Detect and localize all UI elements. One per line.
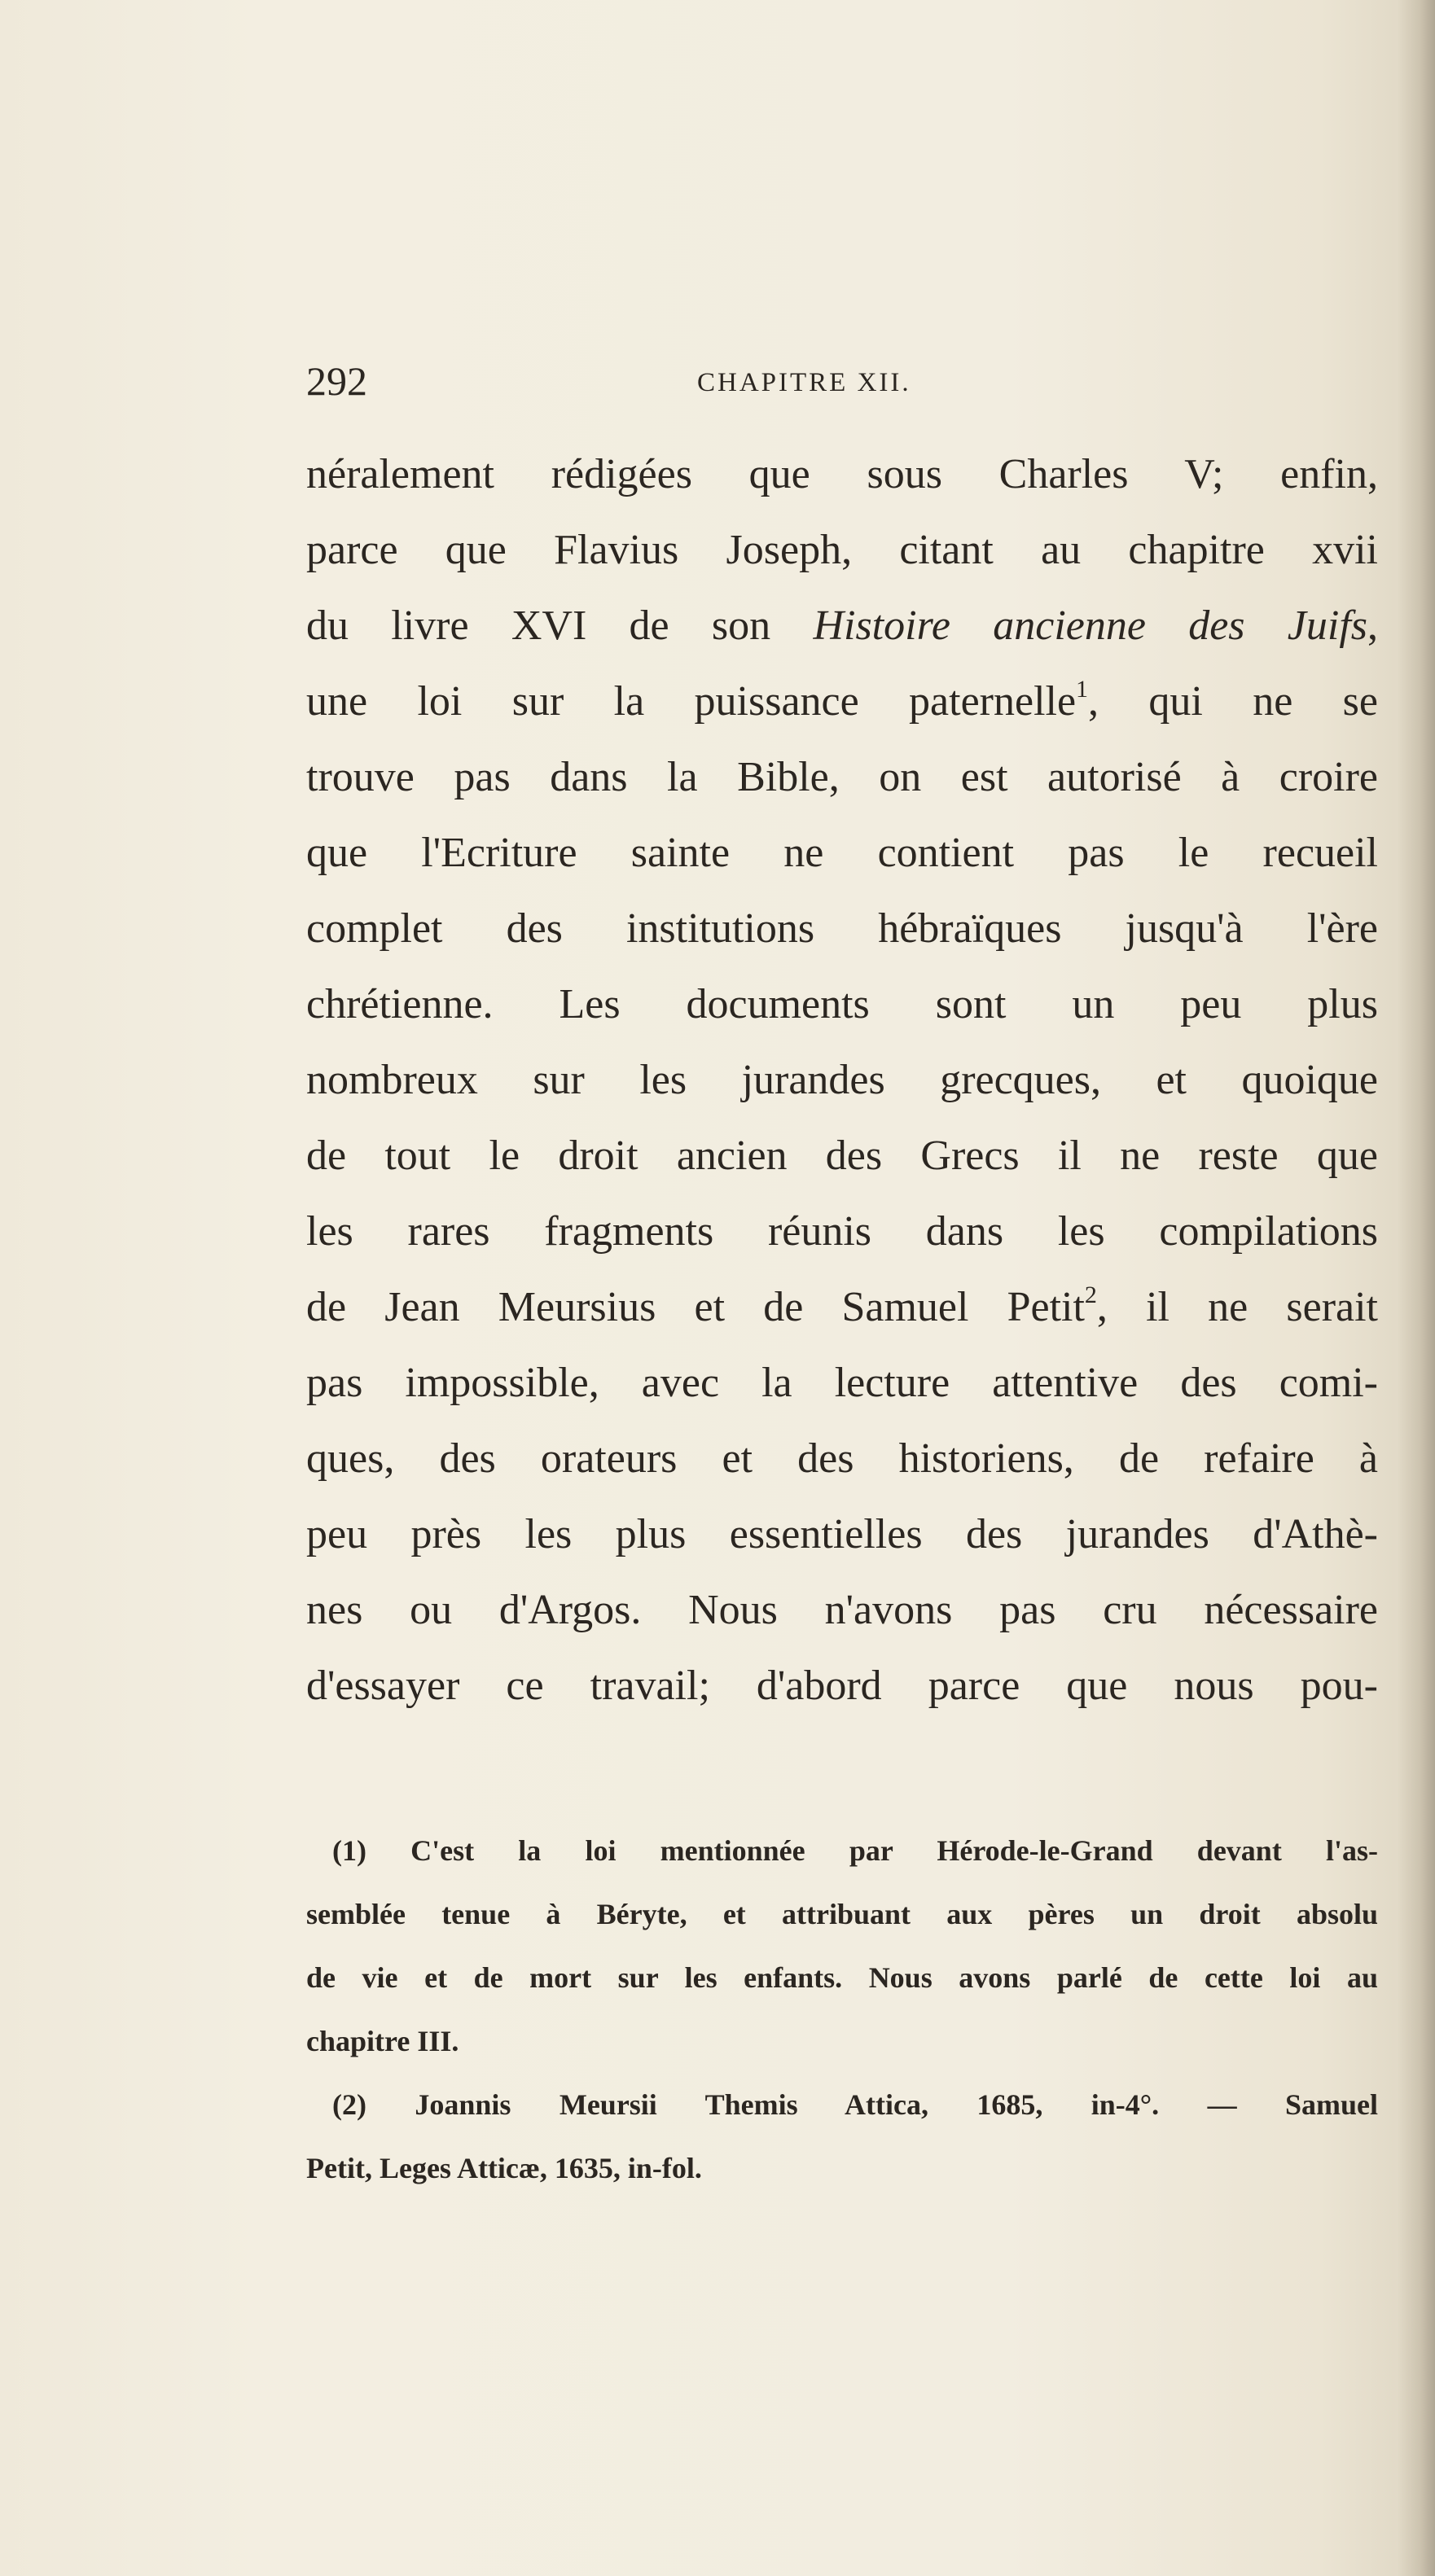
footnote-ref-1: 1: [1076, 676, 1089, 703]
body-line: du livre XVI de son Histoire ancienne des Juifs,: [306, 602, 1379, 649]
body-line: les rares fragments réunis dans les compilations: [306, 1208, 1378, 1255]
running-head: CHAPITRE XII.: [697, 368, 911, 397]
body-line: d'essayer ce travail; d'abord parce que nous pou-: [306, 1663, 1378, 1709]
page-number: 292: [306, 358, 367, 404]
footnotes: [306, 1819, 1378, 2200]
footnote-line: semblée tenue à Béryte, et attribuant aux pères un droit absolu: [306, 1898, 1378, 1930]
body-line: pas impossible, avec la lecture attentive des comi-: [306, 1360, 1378, 1406]
footnote-line: de vie et de mort sur les enfants. Nous avons parlé de cette loi au: [306, 1961, 1378, 1994]
body-line: peu près les plus essentielles des jurandes d'Athè-: [306, 1511, 1378, 1557]
body-line: de tout le droit ancien des Grecs il ne reste que: [306, 1132, 1378, 1179]
page-header: [306, 357, 1378, 405]
body-line: de Jean Meursius et de Samuel Petit$^2$, il ne serait: [306, 1281, 1378, 1330]
body-line: que l'Ecriture sainte ne contient pas le recueil: [306, 830, 1378, 876]
book-title-italic: Histoire ancienne des Juifs: [813, 602, 1368, 649]
body-line: nes ou d'Argos. Nous n'avons pas cru nécessaire: [306, 1587, 1378, 1633]
footnote-line: chapitre III.: [306, 2025, 459, 2057]
body-line: ques, des orateurs et des historiens, de refaire à: [306, 1435, 1378, 1482]
footnote-line: Petit, Leges Atticæ, 1635, in-fol.: [306, 2152, 702, 2184]
page-edge-shadow: [1398, 0, 1435, 2576]
body-line: nombreux sur les jurandes grecques, et quoique: [306, 1057, 1378, 1103]
body-text: [306, 436, 1378, 1724]
footnote-line: (1) C'est la loi mentionnée par Hérode-le-Grand devant l'as-: [332, 1834, 1378, 1867]
footnote-ref-2: 2: [1084, 1281, 1097, 1308]
body-line: néralement rédigées que sous Charles V; enfin,: [306, 451, 1378, 497]
body-line: parce que Flavius Joseph, citant au chapitre xvii: [306, 527, 1378, 573]
footnote-line: (2) Joannis Meursii Themis Attica, 1685, in-4°. — Samuel: [332, 2088, 1378, 2121]
body-line: complet des institutions hébraïques jusqu'à l'ère: [306, 905, 1378, 952]
body-line: une loi sur la puissance paternelle$^1$, qui ne se: [306, 676, 1378, 725]
body-line: trouve pas dans la Bible, on est autorisé à croire: [306, 754, 1378, 800]
body-line: chrétienne. Les documents sont un peu plus: [306, 981, 1378, 1027]
